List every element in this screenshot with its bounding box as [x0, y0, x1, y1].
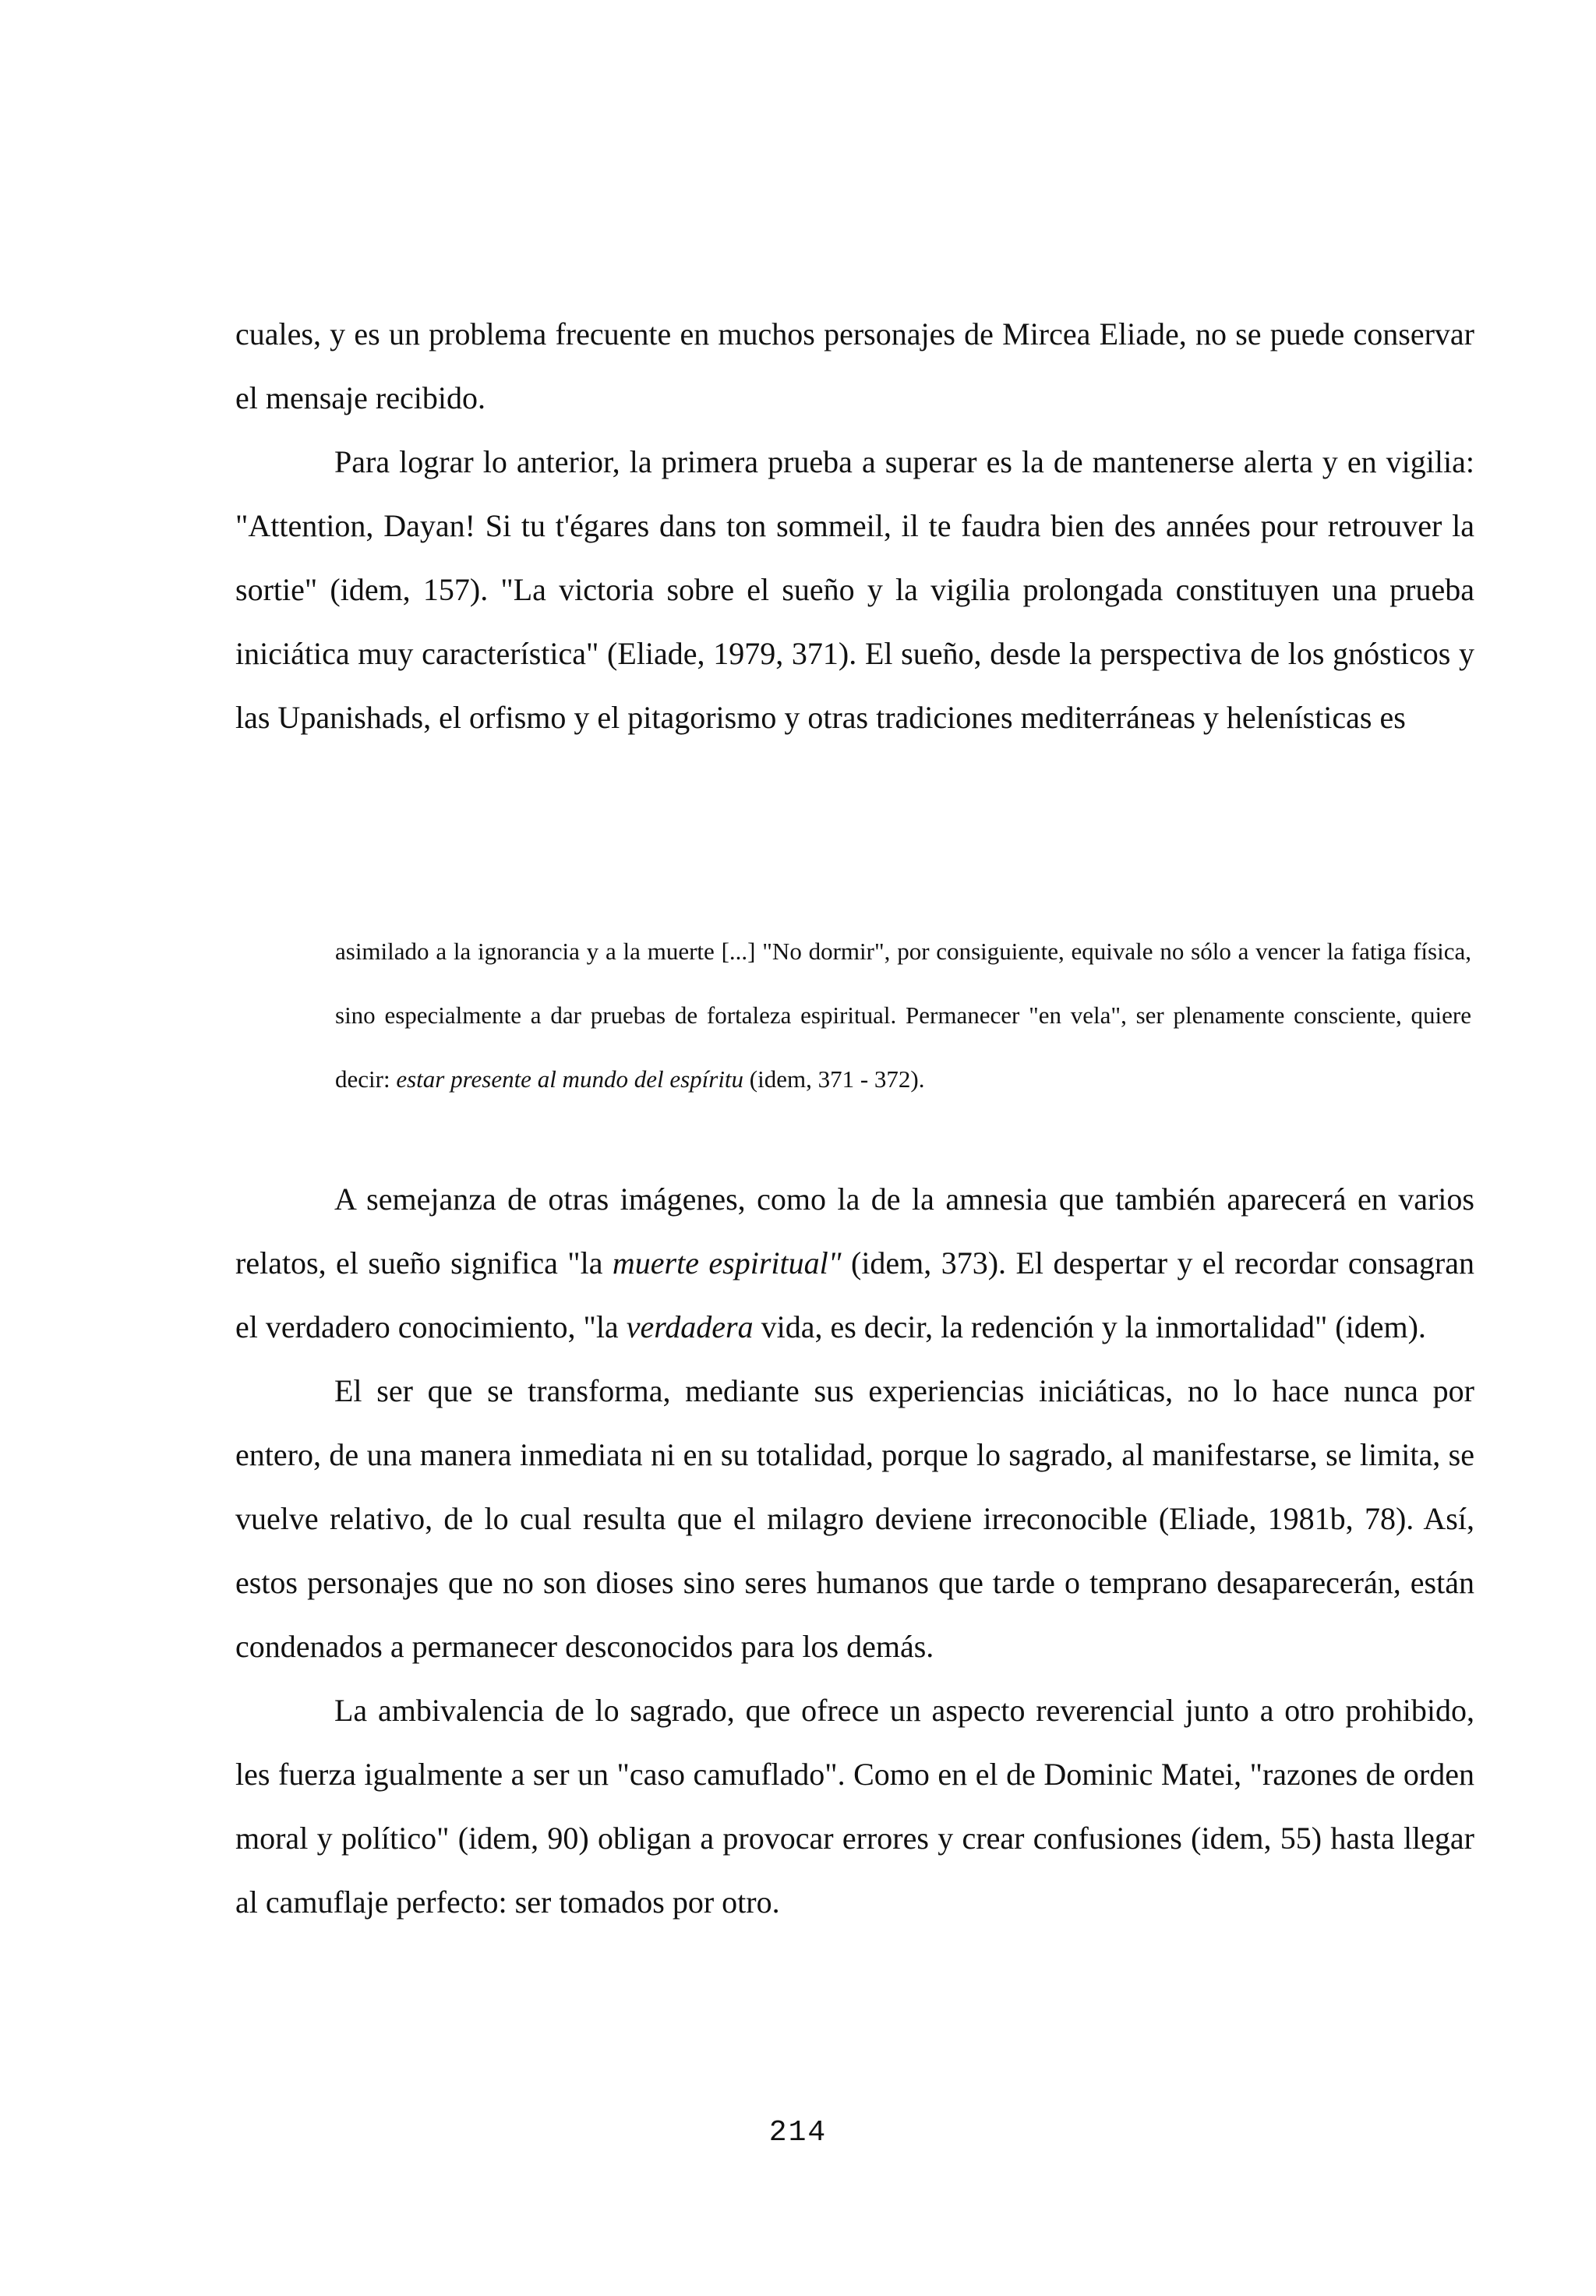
p1-text-b: (idem, 373). El despertar y el recordar consagran el verdadero conocimiento, "la — [235, 1245, 1474, 1344]
p1-italic-a: muerte espiritual" — [612, 1245, 842, 1280]
p1-italic-b: verdadera — [626, 1309, 754, 1344]
page-number: 214 — [768, 2116, 828, 2149]
p1-text-a: A semejanza de otras imágenes, como la de la amnesia que también aparecerá en varios relatos, el sueño significa "la — [235, 1182, 1474, 1280]
paragraph-vigilia: Para lograr lo anterior, la primera prueba a superar es la de mantenerse alerta y en vigilia: "Attention, Dayan! Si tu t'égares dans ton sommeil, il te faudra bien des années pour retrouver la sortie" (idem, 157). "La victoria sobre el sueño y la vigilia prolongada constituyen una prueba iniciática muy característica" (Eliade, 1979, 371). El sueño, desde la perspectiva de los gnósticos y las Upanishads, el orfismo y el pitagorismo y otras tradiciones mediterráneas y helenísticas es — [235, 444, 1474, 735]
body-text-top — [235, 302, 1474, 750]
quote-italic: estar presente al mundo del espíritu — [396, 1065, 744, 1093]
paragraph-semejanza — [235, 1167, 1474, 1359]
body-text-bottom — [235, 1167, 1474, 1934]
quote-text-part1: asimilado a la ignorancia y a la muerte [...] "No dormir", por consiguiente, equivale no sólo a vencer la fatiga física, sino especialmente a dar pruebas de fortaleza espiritual. Permanecer "en vela", ser plenamente consciente, quiere decir: — [335, 938, 1471, 1093]
block-quote — [335, 920, 1471, 1111]
p1-text-c: vida, es decir, la redención y la inmortalidad" (idem). — [753, 1309, 1426, 1344]
quote-text-part2: (idem, 371 - 372). — [743, 1065, 925, 1093]
paragraph-ambivalencia: La ambivalencia de lo sagrado, que ofrece un aspecto reverencial junto a otro prohibido, les fuerza igualmente a ser un "caso camuflado". Como en el de Dominic Matei, "razones de orden moral y político" (idem, 90) obligan a provocar errores y crear confusiones (idem, 55) hasta llegar al camuflaje perfecto: ser tomados por otro. — [235, 1693, 1474, 1920]
paragraph-continuation: cuales, y es un problema frecuente en muchos personajes de Mircea Eliade, no se puede conservar el mensaje recibido. — [235, 316, 1474, 415]
paragraph-ser-transforma: El ser que se transforma, mediante sus experiencias iniciáticas, no lo hace nunca por entero, de una manera inmediata ni en su totalidad, porque lo sagrado, al manifestarse, se limita, se vuelve relativo, de lo cual resulta que el milagro deviene irreconocible (Eliade, 1981b, 78). Así, estos personajes que no son dioses sino seres humanos que tarde o temprano desaparecerán, están condenados a permanecer desconocidos para los demás. — [235, 1373, 1474, 1664]
